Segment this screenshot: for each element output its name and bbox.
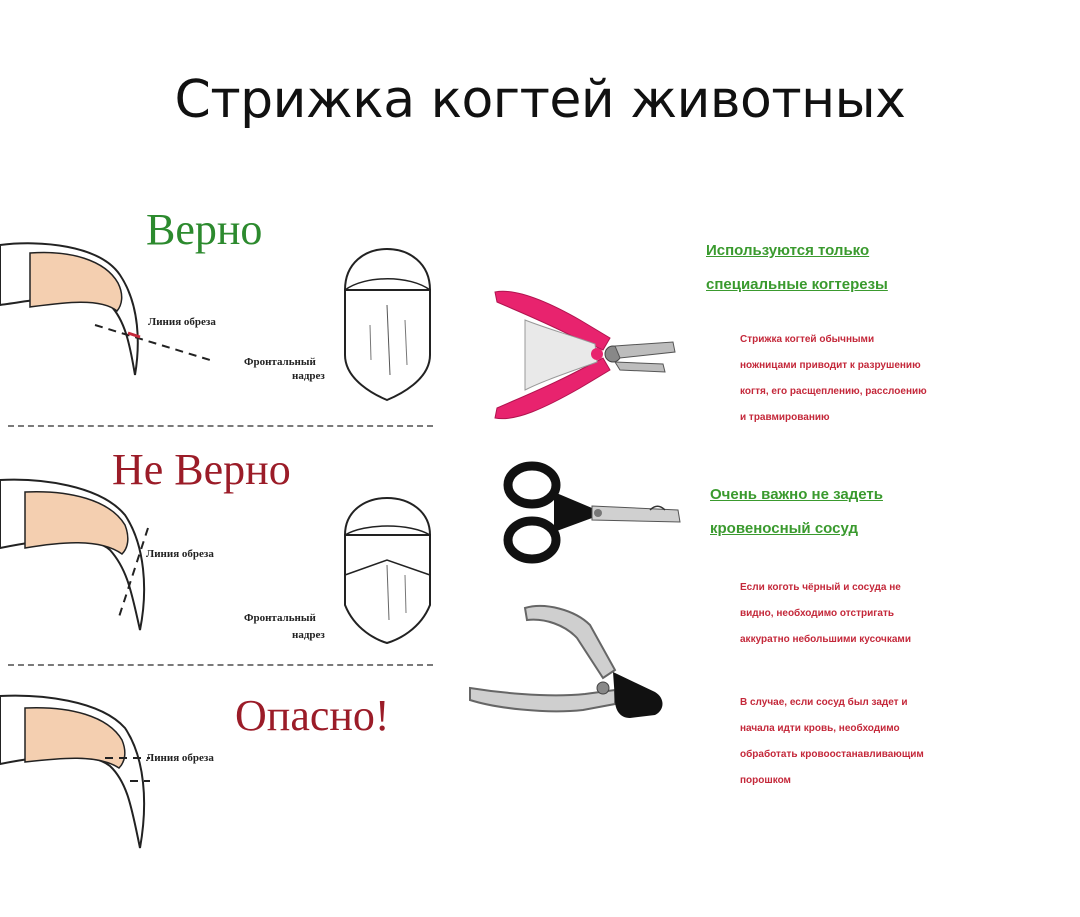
tip-red-2-line-1: Если коготь чёрный и сосуда не: [740, 582, 901, 593]
tip-green-2-line-1: Очень важно не задеть: [710, 486, 883, 503]
front-cut-label-correct-2: надрез: [292, 370, 325, 382]
heading-danger: Опасно!: [235, 691, 390, 740]
tip-red-3-line-1: В случае, если сосуд был задет и: [740, 697, 908, 708]
tip-green-2-line-2: кровеносный сосуд: [710, 520, 858, 537]
tip-red-1-line-2: ножницами приводит к разрушению: [740, 360, 921, 371]
tip-red-1-line-4: и травмированию: [740, 412, 830, 423]
section-divider: [8, 664, 433, 666]
section-divider: [8, 425, 433, 427]
claw-danger-diagram: [0, 688, 200, 853]
scissors-clipper-icon: [500, 460, 685, 565]
guillotine-clipper-icon: [465, 600, 675, 725]
heading-wrong: Не Верно: [112, 445, 291, 494]
tip-red-1-line-3: когтя, его расщеплению, расслоению: [740, 386, 927, 397]
tip-red-3: [740, 690, 924, 794]
pink-nail-clipper-icon: [485, 280, 680, 430]
front-cut-label-wrong-1: Фронтальный: [244, 612, 316, 624]
tip-green-2: [710, 478, 883, 546]
page-title: Стрижка когтей животных: [174, 70, 906, 130]
tip-red-1-line-1: Стрижка когтей обычными: [740, 334, 875, 345]
tip-green-1: [706, 234, 888, 302]
tip-green-1-line-2: специальные когтерезы: [706, 276, 888, 293]
tip-red-3-line-2: начала идти кровь, необходимо: [740, 723, 900, 734]
claw-correct-diagram: [0, 225, 240, 385]
front-cut-wrong-diagram: [335, 495, 440, 645]
tip-red-2-line-2: видно, необходимо отстригать: [740, 608, 895, 619]
tip-red-1: [740, 327, 927, 431]
tip-green-1-line-1: Используются только: [706, 242, 870, 259]
tip-red-3-line-4: порошком: [740, 775, 791, 786]
tip-red-2: [740, 575, 911, 653]
front-cut-label-correct-1: Фронтальный: [244, 356, 316, 368]
cut-line-label-correct: Линия обреза: [148, 316, 216, 328]
tip-red-3-line-3: обработать кровоостанавливающим: [740, 749, 924, 760]
cut-line-label-wrong: Линия обреза: [146, 548, 214, 560]
tip-red-2-line-3: аккуратно небольшими кусочками: [740, 634, 911, 645]
front-cut-correct-diagram: [335, 245, 440, 405]
heading-correct: Верно: [146, 205, 263, 254]
cut-line-label-danger: Линия обреза: [146, 752, 214, 764]
front-cut-label-wrong-2: надрез: [292, 629, 325, 641]
